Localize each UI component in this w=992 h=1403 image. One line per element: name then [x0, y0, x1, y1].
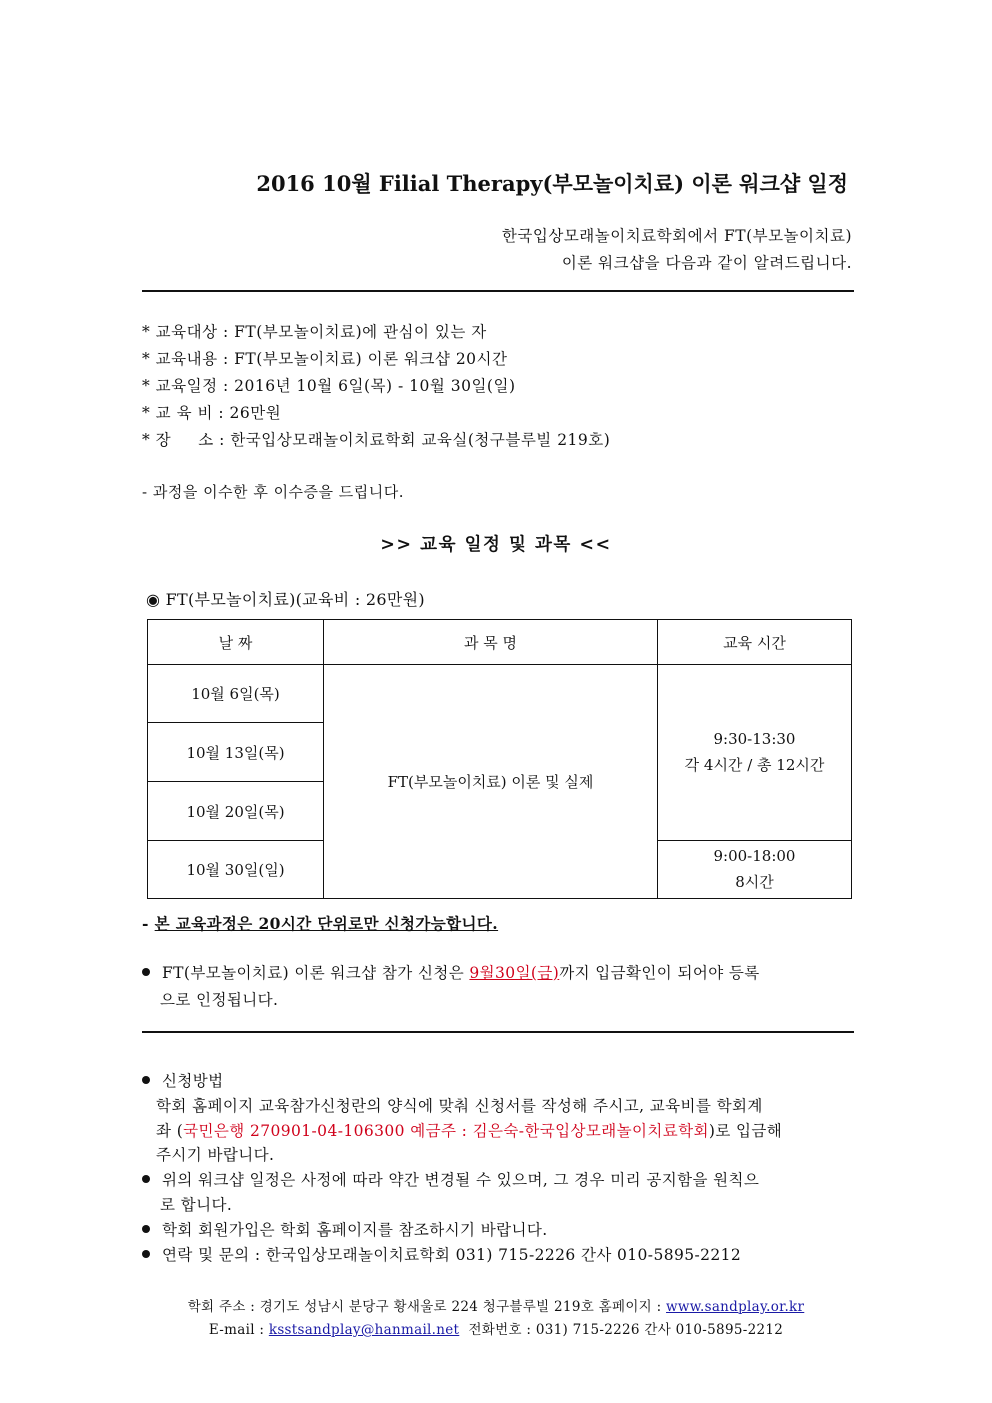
membership-text: 학회 회원가입은 학회 홈페이지를 참조하시기 바랍니다.: [162, 1221, 548, 1239]
info-location: * 장 소 : 한국입상모래놀이치료학회 교육실(청구블루빌 219호): [142, 431, 611, 449]
page-title: 2016 10월 Filial Therapy(부모놀이치료) 이론 워크샵 일정: [256, 171, 848, 196]
bullet-icon: [142, 1175, 150, 1183]
time-total: 8시간: [735, 873, 774, 891]
table-row: [148, 665, 852, 723]
time-cell-sunday: [658, 841, 852, 899]
footer-phone: 전화번호 : 031) 715-2226 간사 010-5895-2212: [459, 1322, 784, 1338]
contact-text: 연락 및 문의 : 한국입상모래놀이치료학회 031) 715-2226 간사 010-5895-2212: [162, 1246, 742, 1264]
header-subject: 과 목 명: [324, 620, 658, 665]
header-time: 교육 시간: [658, 620, 852, 665]
intro-line-2: 이론 워크샵을 다음과 같이 알려드립니다.: [561, 254, 852, 272]
info-target: * 교육대상 : FT(부모놀이치료)에 관심이 있는 자: [142, 323, 487, 341]
info-schedule: * 교육일정 : 2016년 10월 6일(목) - 10월 30일(일): [142, 377, 516, 395]
apply-heading-text: 신청방법: [162, 1072, 224, 1090]
header-date: 날 짜: [148, 620, 324, 665]
footer-contact: [0, 1318, 992, 1338]
unit-note-dash: -: [142, 914, 155, 933]
intro-line-1: 한국입상모래놀이치료학회에서 FT(부모놀이치료): [501, 227, 852, 245]
course-label: ◉ FT(부모놀이치료)(교육비 : 26만원): [146, 590, 425, 609]
apply-line-2: [156, 1119, 782, 1141]
bullet-icon: [142, 1250, 150, 1258]
schedule-change-text: 위의 워크샵 일정은 사정에 따라 약간 변경될 수 있으며, 그 경우 미리 공지함을 원칙으: [162, 1171, 760, 1189]
apply-line-1: 학회 홈페이지 교육참가신청란의 양식에 맞춰 신청서를 작성해 주시고, 교육비를 학회계: [156, 1097, 763, 1115]
footer-address-text: 학회 주소 : 경기도 성남시 분당구 황새울로 224 청구블루빌 219호 홈페이지 :: [187, 1299, 667, 1315]
date-cell: 10월 13일(목): [148, 723, 324, 782]
registration-before: FT(부모놀이치료) 이론 워크샵 참가 신청은: [162, 964, 470, 982]
section-title: >> 교육 일정 및 과목 <<: [380, 535, 612, 555]
time-range: 9:00-18:00: [713, 847, 796, 865]
info-fee: * 교 육 비 : 26만원: [142, 404, 282, 422]
email-label: E-mail :: [208, 1322, 269, 1338]
apply-line-2-after: )로 입금해: [708, 1122, 783, 1140]
apply-line-2-before: 좌 (: [156, 1122, 184, 1140]
contact-note: [142, 1243, 741, 1265]
registration-note: [142, 961, 760, 983]
membership-note: [142, 1218, 548, 1240]
unit-note: [142, 912, 498, 934]
bank-account: 국민은행 270901-04-106300 예금주 : 김은숙-한국입상모래놀이치료학회: [183, 1122, 709, 1140]
homepage-link[interactable]: www.sandplay.or.kr: [666, 1299, 805, 1315]
table-header-row: [148, 620, 852, 665]
apply-line-3: 주시기 바랍니다.: [156, 1146, 275, 1164]
registration-note-cont: 으로 인정됩니다.: [160, 991, 279, 1009]
registration-after: 까지 입금확인이 되어야 등록: [559, 964, 760, 982]
time-range: 9:30-13:30: [713, 730, 796, 748]
time-total: 각 4시간 / 총 12시간: [684, 756, 825, 774]
apply-heading: [142, 1069, 224, 1091]
bullet-icon: [142, 1076, 150, 1084]
email-link[interactable]: ksstsandplay@hanmail.net: [268, 1322, 460, 1338]
divider-top: [142, 290, 854, 292]
time-cell-weekday: [658, 665, 852, 841]
date-cell: 10월 6일(목): [148, 665, 324, 723]
bullet-icon: [142, 1225, 150, 1233]
info-content: * 교육내용 : FT(부모놀이치료) 이론 워크샵 20시간: [142, 350, 508, 368]
schedule-change-cont: 로 합니다.: [160, 1196, 233, 1214]
date-cell: 10월 30일(일): [148, 841, 324, 899]
schedule-change-note: [142, 1168, 759, 1190]
footer-address: [0, 1295, 992, 1315]
registration-deadline: 9월30일(금): [469, 964, 560, 982]
unit-note-text: 본 교육과정은 20시간 단위로만 신청가능합니다.: [154, 914, 499, 933]
subject-cell: FT(부모놀이치료) 이론 및 실제: [324, 665, 658, 899]
bullet-icon: [142, 968, 150, 976]
schedule-table: [147, 619, 852, 899]
divider-bottom: [142, 1031, 854, 1033]
date-cell: 10월 20일(목): [148, 782, 324, 841]
completion-note: - 과정을 이수한 후 이수증을 드립니다.: [142, 483, 405, 501]
